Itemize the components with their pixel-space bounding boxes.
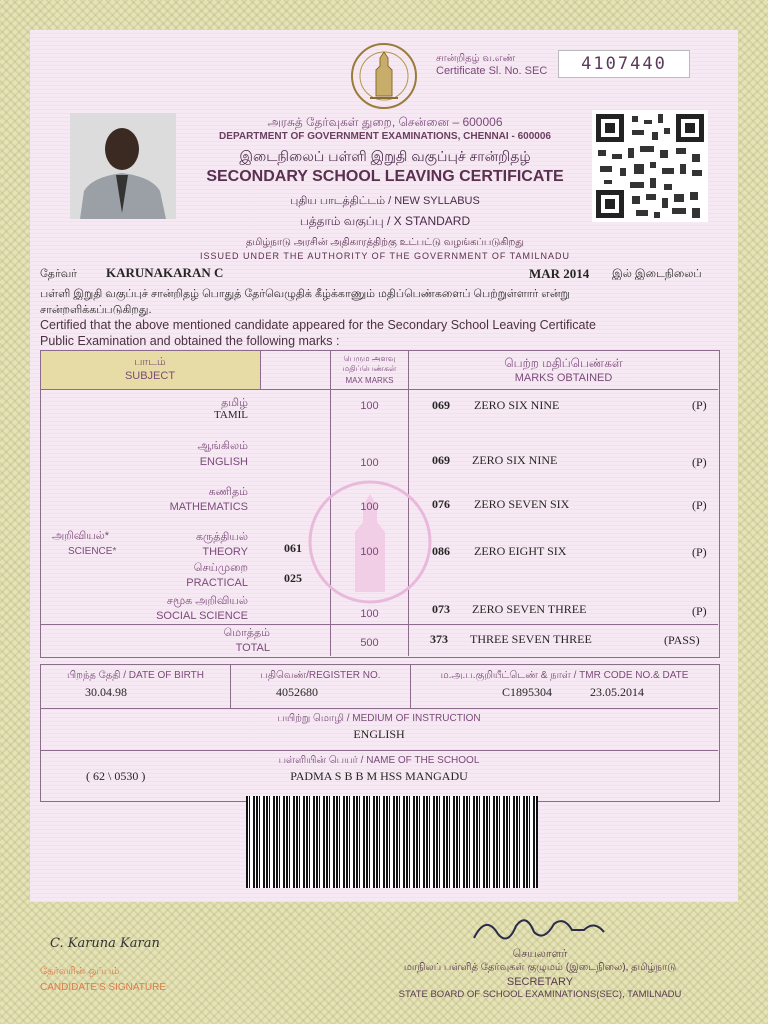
max-header-english: MAX MARKS: [345, 376, 394, 385]
subject-social-tamil: சமூக அறிவியல்: [166, 595, 248, 607]
max-marks-science: 100: [360, 546, 379, 558]
medium-value: ENGLISH: [353, 727, 405, 741]
marks-english: 069: [432, 453, 450, 467]
result-maths: (P): [692, 498, 707, 512]
words-tamil: ZERO SIX NINE: [474, 398, 560, 412]
subject-tamil-english: TAMIL: [214, 409, 248, 421]
board-tamil: மாநிலப் பள்ளித் தேர்வுகள் குழுமம் (இடைநிலை), தமிழ்நாடு: [403, 962, 677, 973]
marks-total: 373: [430, 632, 448, 646]
result-total: (PASS): [664, 633, 700, 647]
title-english: SECONDARY SCHOOL LEAVING CERTIFICATE: [206, 168, 564, 185]
words-science: ZERO EIGHT SIX: [474, 544, 567, 558]
result-social: (P): [692, 604, 707, 618]
qr-code-icon: [592, 110, 708, 222]
english-line1: Certified that the above mentioned candidate appeared for the Secondary School Leaving Certificate: [40, 318, 596, 332]
words-english: ZERO SIX NINE: [472, 453, 558, 467]
tamil-line3: சான்றளிக்கப்படுகிறது.: [40, 304, 152, 316]
science-label-tamil: அறிவியல்*: [52, 530, 110, 542]
cert-no-value: 4107440: [581, 54, 667, 74]
cert-no-box: [558, 50, 690, 78]
candidate-name: KARUNAKARAN C: [106, 265, 224, 280]
secretary-tamil: செயலாளர்: [512, 948, 568, 960]
subject-english-tamil: ஆங்கிலம்: [197, 440, 248, 452]
subject-theory-tamil: கருத்தியல்: [196, 531, 248, 543]
pdf417-barcode: [246, 796, 538, 888]
syllabus: புதிய பாடத்திட்டம் / NEW SYLLABUS: [290, 195, 480, 207]
result-tamil: (P): [692, 398, 707, 412]
max-marks-maths: 100: [360, 501, 379, 513]
subject-header-english: SUBJECT: [124, 370, 176, 382]
school-code: ( 62 \ 0530 ): [86, 769, 146, 783]
words-maths: ZERO SEVEN SIX: [474, 497, 570, 511]
exam-session: MAR 2014: [529, 266, 590, 281]
subject-english-english: ENGLISH: [199, 456, 248, 468]
secretary-signature: [468, 908, 618, 948]
cand-sig-english: CANDIDATE'S SIGNATURE: [40, 982, 166, 993]
cert-no-tamil: சான்றிதழ் வ.எண்: [436, 53, 516, 64]
tamil-line2: பள்ளி இறுதி வகுப்புச் சான்றிதழ் பொதுத் தேர்வெழுதிக் கீழ்க்காணும் மதிப்பெண்களைப் பெற்றுள்ளார் என்று: [40, 288, 570, 300]
tmr-code: C1895304: [502, 685, 553, 699]
total-english: TOTAL: [235, 642, 270, 654]
secretary-english: SECRETARY: [506, 976, 574, 988]
candidate-signature: C. Karuna Karan: [50, 936, 160, 951]
tamil-line1-end: இல் இடைநிலைப்: [612, 268, 702, 280]
board-english: STATE BOARD OF SCHOOL EXAMINATIONS(SEC), TAMILNADU: [398, 989, 682, 1000]
subject-theory-english: THEORY: [202, 546, 248, 558]
max-marks-tamil: 100: [360, 400, 379, 412]
max-marks-total: 500: [360, 637, 379, 649]
cand-sig-tamil: தேர்வரின் ஒப்பம்: [40, 966, 120, 977]
qr-code: [592, 110, 708, 222]
words-total: THREE SEVEN THREE: [470, 632, 592, 646]
authority-english: ISSUED UNDER THE AUTHORITY OF THE GOVERNMENT OF TAMILNADU: [199, 251, 571, 261]
subject-header-tamil: பாடம்: [134, 356, 166, 368]
science-label-english: SCIENCE*: [68, 546, 117, 557]
max-marks-english: 100: [360, 457, 379, 469]
max-marks-social: 100: [360, 608, 379, 620]
marks-maths: 076: [432, 497, 450, 511]
marks-social: 073: [432, 602, 450, 616]
english-line2: Public Examination and obtained the following marks :: [40, 334, 340, 348]
state-emblem: [344, 42, 424, 110]
dept-english: DEPARTMENT OF GOVERNMENT EXAMINATIONS, CHENNAI - 600006: [219, 131, 551, 142]
standard: பத்தாம் வகுப்பு / X STANDARD: [299, 214, 471, 228]
sub-marks-theory: 061: [284, 541, 302, 555]
candidate-label-tamil: தேர்வர்: [40, 268, 77, 280]
subject-social-english: SOCIAL SCIENCE: [156, 610, 248, 622]
dob-value: 30.04.98: [85, 685, 127, 699]
title-tamil: இடைநிலைப் பள்ளி இறுதி வகுப்புச் சான்றிதழ்: [239, 148, 531, 164]
total-tamil: மொத்தம்: [223, 627, 270, 639]
obtained-header-tamil: பெற்ற மதிப்பெண்கள்: [504, 356, 623, 370]
subject-maths-english: MATHEMATICS: [169, 501, 248, 513]
result-science: (P): [692, 545, 707, 559]
subject-practical-english: PRACTICAL: [186, 577, 248, 589]
person-icon: [70, 113, 176, 219]
cert-no-label: Certificate Sl. No. SEC: [436, 65, 548, 77]
dob-label: பிறந்த தேதி / DATE OF BIRTH: [67, 670, 204, 681]
marks-tamil: 069: [432, 398, 450, 412]
max-header-tamil: பெரும அளவு மதிப்பெண்கள்: [342, 354, 397, 373]
sub-marks-practical: 025: [284, 571, 302, 585]
reg-label: பதிவெண்/REGISTER NO.: [260, 670, 381, 681]
tmr-date: 23.05.2014: [590, 685, 644, 699]
result-english: (P): [692, 455, 707, 469]
authority-tamil: தமிழ்நாடு அரசின் அதிகாரத்திற்கு உட்பட்டு வழங்கப்படுகிறது: [246, 237, 524, 248]
marks-science: 086: [432, 544, 450, 558]
reg-value: 4052680: [276, 685, 318, 699]
obtained-header-english: MARKS OBTAINED: [514, 372, 613, 384]
school-label: பள்ளியின் பெயர் / NAME OF THE SCHOOL: [278, 755, 480, 766]
subject-tamil-tamil: தமிழ்: [221, 397, 248, 409]
words-social: ZERO SEVEN THREE: [472, 602, 587, 616]
school-name: PADMA S B B M HSS MANGADU: [290, 769, 468, 783]
subject-maths-tamil: கணிதம்: [208, 486, 248, 498]
subject-practical-tamil: செய்முறை: [193, 562, 248, 574]
dept-tamil: அரசுத் தேர்வுகள் துறை, சென்னை – 600006: [267, 115, 503, 129]
tmr-label: ம.அ.ப.குறியீட்டெண் & நாள் / TMR CODE NO.& DATE: [440, 670, 689, 681]
candidate-photo: [70, 113, 176, 219]
watermark-emblem: [305, 472, 435, 612]
medium-label: பயிற்று மொழி / MEDIUM OF INSTRUCTION: [277, 713, 481, 724]
